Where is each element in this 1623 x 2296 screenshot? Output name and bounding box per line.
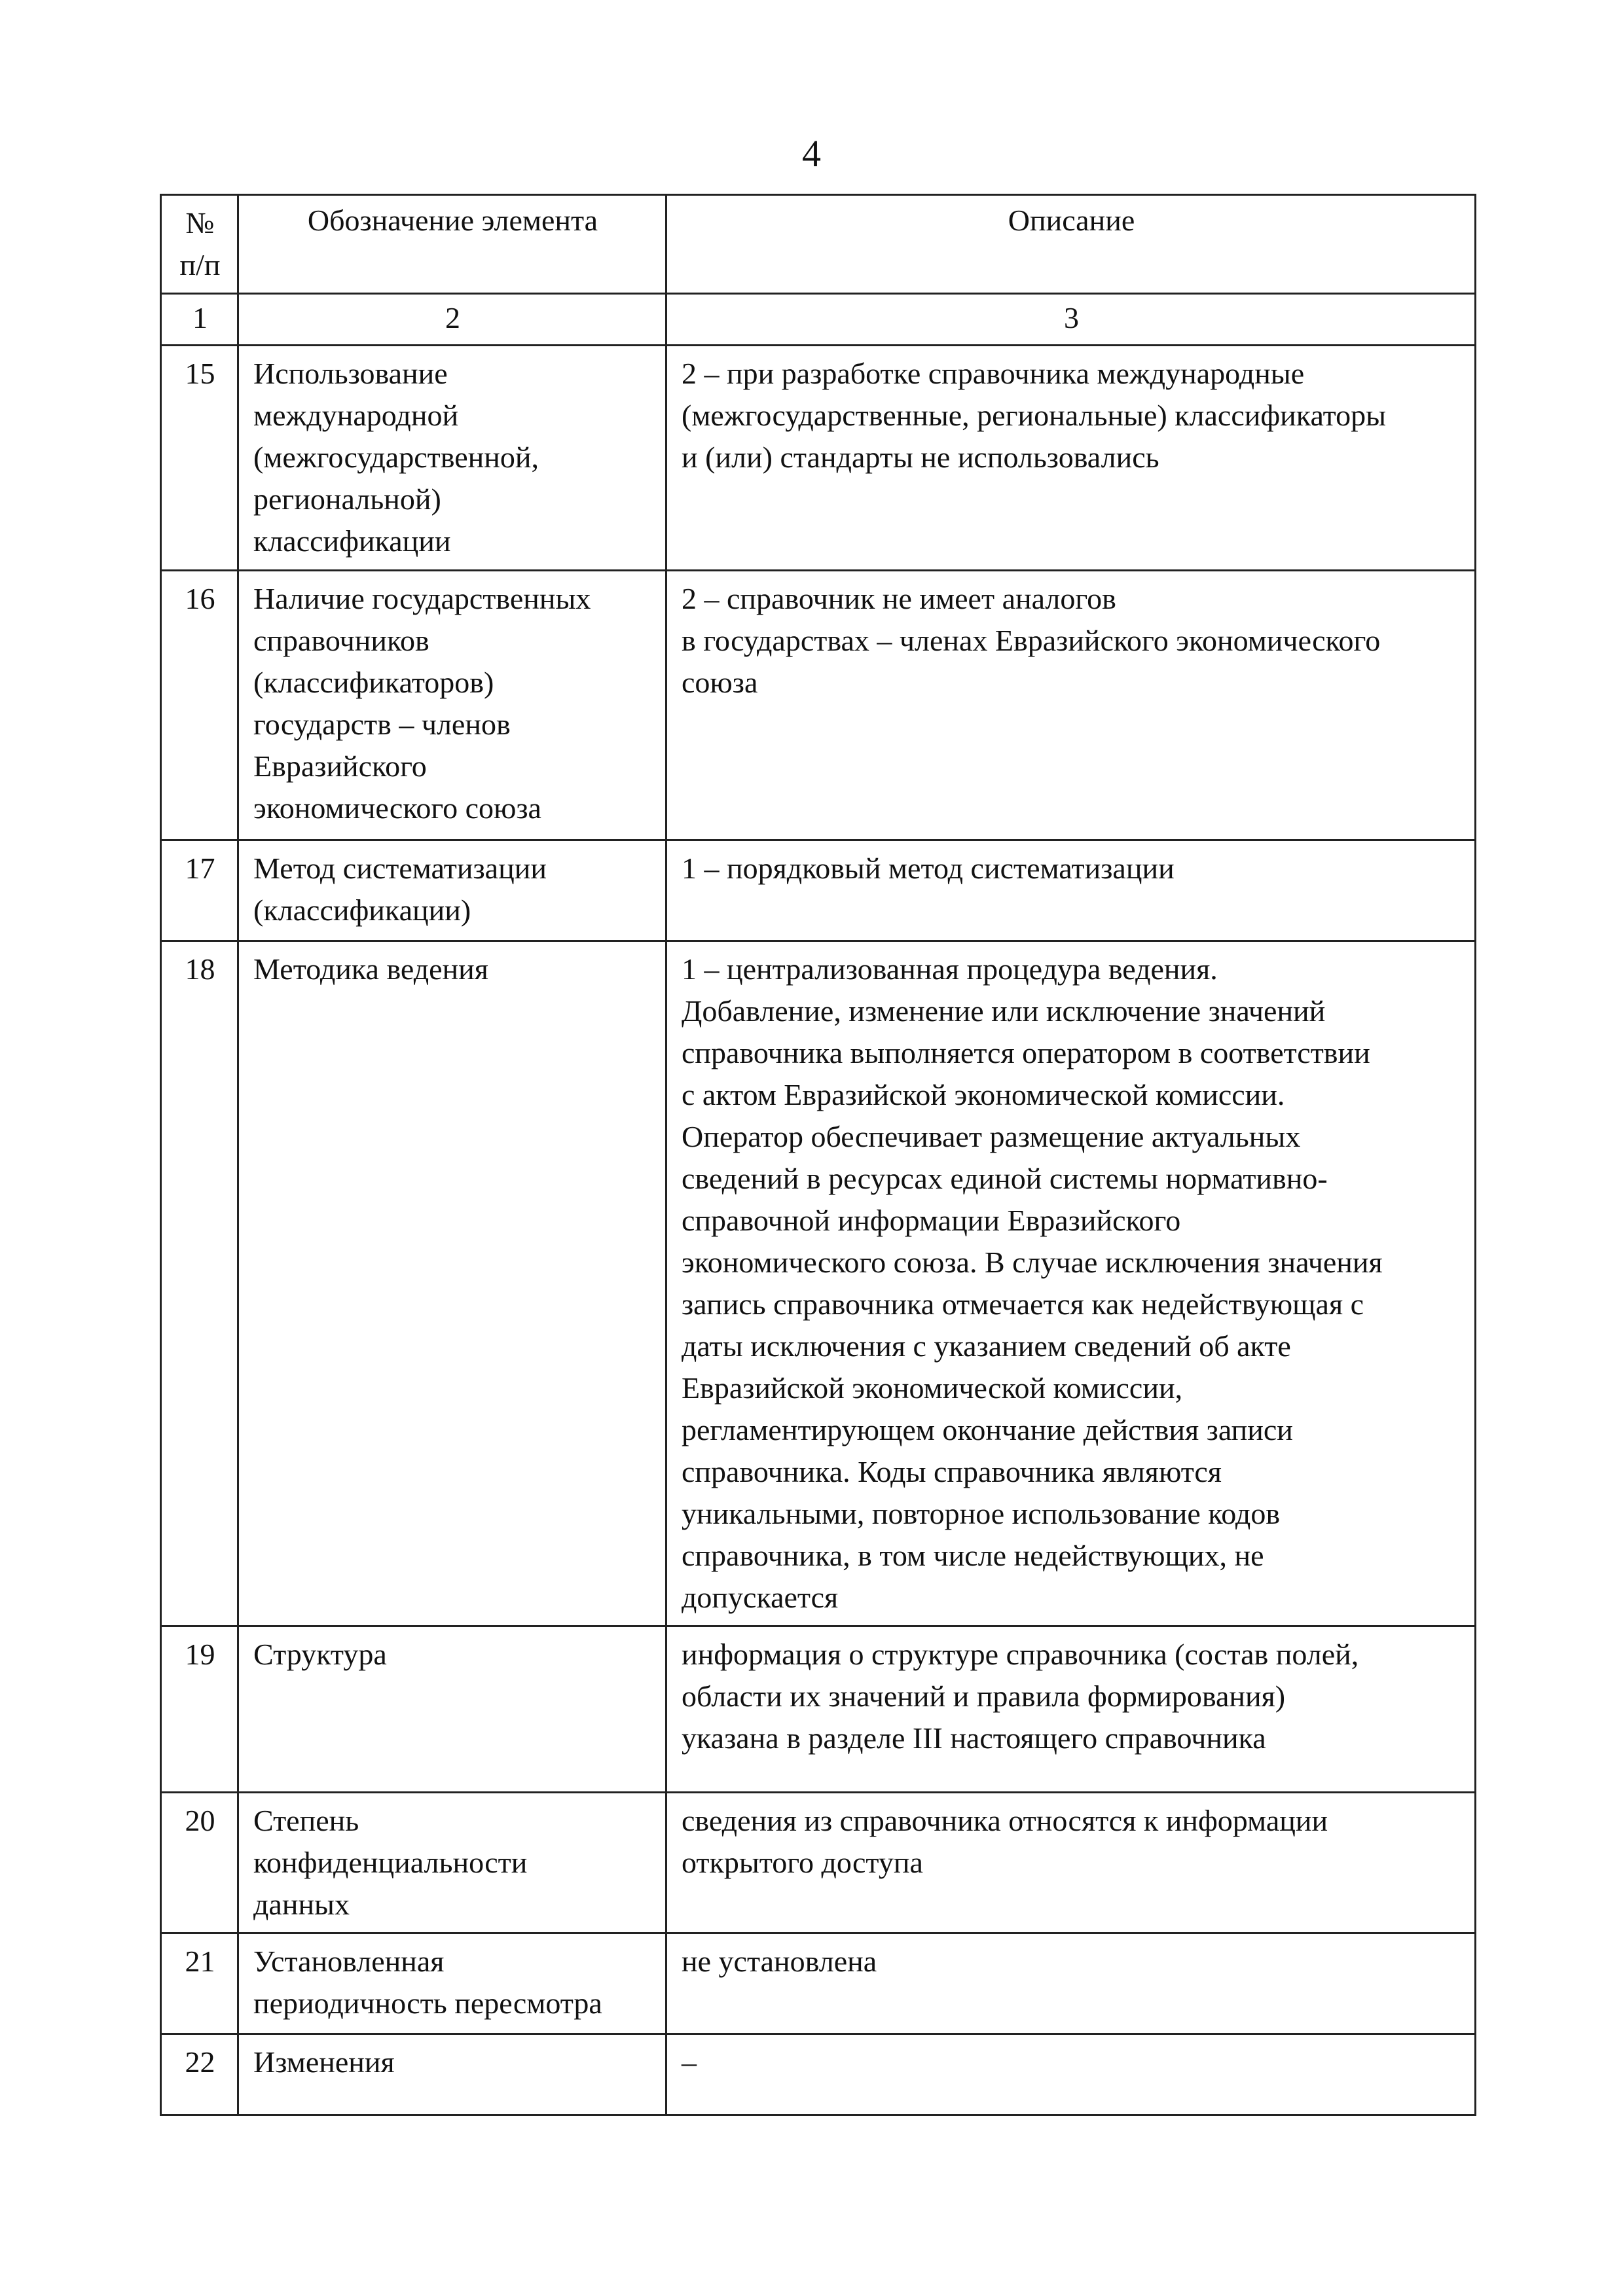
row-number: 19	[161, 1626, 238, 1793]
row-element-name: Наличие государственных справочников (классификаторов) государств – членов Евразийского экономического союза	[238, 571, 666, 840]
row-description: не установлена	[666, 1933, 1476, 2034]
column-index-row	[161, 294, 1476, 346]
row-element-name: Установленная периодичность пересмотра	[238, 1933, 666, 2034]
row-number: 15	[161, 346, 238, 571]
header-desc: Описание	[666, 195, 1476, 294]
table-row	[161, 1793, 1476, 1933]
row-number: 20	[161, 1793, 238, 1933]
table-row	[161, 2034, 1476, 2115]
table-row	[161, 840, 1476, 941]
table-row	[161, 941, 1476, 1626]
row-element-name: Метод систематизации (классификации)	[238, 840, 666, 941]
row-description: сведения из справочника относятся к информации открытого доступа	[666, 1793, 1476, 1933]
row-description: информация о структуре справочника (состав полей, области их значений и правила формирования) указана в разделе III настоящего справочника	[666, 1626, 1476, 1793]
table-row	[161, 346, 1476, 571]
row-number: 21	[161, 1933, 238, 2034]
table-header-row	[161, 195, 1476, 294]
table-row	[161, 571, 1476, 840]
row-number: 16	[161, 571, 238, 840]
reference-table	[160, 194, 1476, 2116]
row-element-name: Использование международной (межгосударственной, региональной) классификации	[238, 346, 666, 571]
table-row	[161, 1933, 1476, 2034]
column-index-cell: 3	[666, 294, 1476, 346]
table-row	[161, 1626, 1476, 1793]
row-number: 18	[161, 941, 238, 1626]
header-num: № п/п	[161, 195, 238, 294]
row-element-name: Структура	[238, 1626, 666, 1793]
column-index-cell: 2	[238, 294, 666, 346]
row-element-name: Степень конфиденциальности данных	[238, 1793, 666, 1933]
row-number: 17	[161, 840, 238, 941]
row-description: 2 – справочник не имеет аналогов в государствах – членах Евразийского экономического союза	[666, 571, 1476, 840]
column-index-cell: 1	[161, 294, 238, 346]
row-element-name: Методика ведения	[238, 941, 666, 1626]
row-description: –	[666, 2034, 1476, 2115]
row-number: 22	[161, 2034, 238, 2115]
row-description: 1 – централизованная процедура ведения. Добавление, изменение или исключение значений справочника выполняется оператором в соответствии с актом Евразийской экономической комиссии. Оператор обеспечивает размещение актуальных сведений в ресурсах единой системы нормативно- справочной информации Евразийского экономического союза. В случае исключения значения запись справочника отмечается как недействующая с даты исключения с указанием сведений об акте Евразийской экономической комиссии, регламентирующем окончание действия записи справочника. Коды справочника являются уникальными, повторное использование кодов справочника, в том числе недействующих, не допускается	[666, 941, 1476, 1626]
row-description: 2 – при разработке справочника международные (межгосударственные, региональные) классификаторы и (или) стандарты не использовались	[666, 346, 1476, 571]
row-element-name: Изменения	[238, 2034, 666, 2115]
page-number: 4	[802, 132, 821, 175]
header-name: Обозначение элемента	[238, 195, 666, 294]
row-description: 1 – порядковый метод систематизации	[666, 840, 1476, 941]
